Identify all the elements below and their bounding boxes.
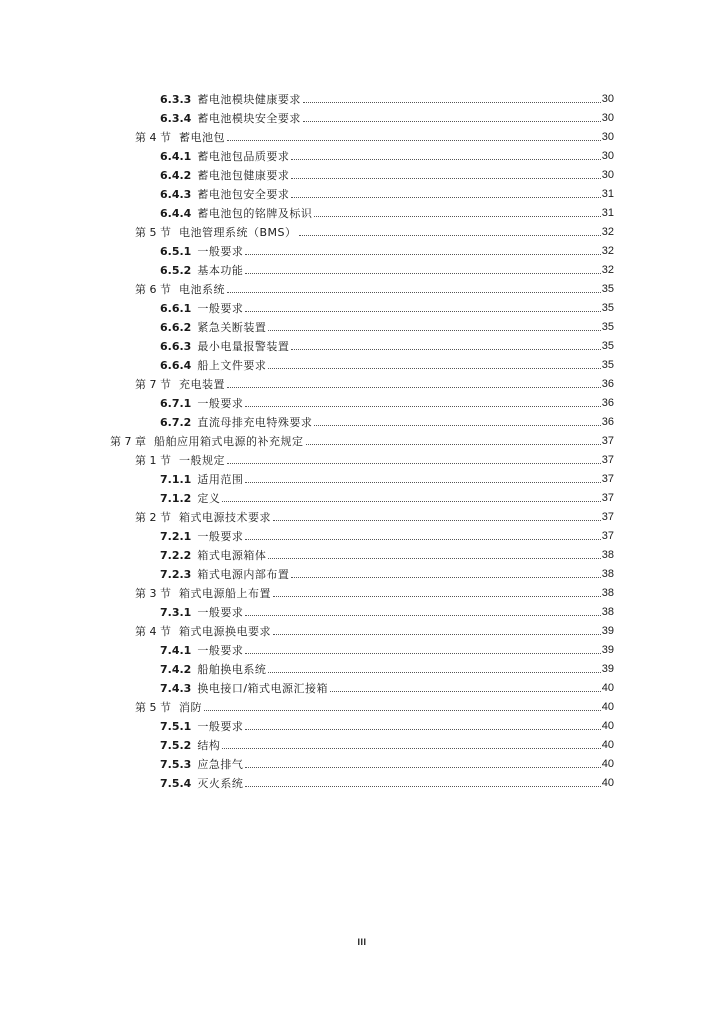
toc-entry-number: 第 5 节 bbox=[135, 226, 171, 239]
toc-entry-page: 32 bbox=[601, 264, 614, 276]
toc-entry-page: 40 bbox=[601, 758, 614, 770]
dot-leader bbox=[245, 273, 600, 274]
toc-entry-page: 40 bbox=[601, 682, 614, 694]
toc-entry-page: 30 bbox=[601, 93, 614, 105]
toc-entry[interactable] bbox=[160, 525, 614, 543]
toc-entry-number: 7.4.3 bbox=[160, 682, 192, 695]
toc-entry-title: 蓄电池模块安全要求 bbox=[197, 112, 301, 125]
toc-entry-title: 一般要求 bbox=[197, 397, 244, 410]
toc-entry-page: 40 bbox=[601, 777, 614, 789]
toc-entry[interactable] bbox=[160, 164, 614, 182]
toc-entry-title: 蓄电池包的铭牌及标识 bbox=[197, 207, 313, 220]
toc-entry-page: 30 bbox=[601, 112, 614, 124]
toc-entry[interactable] bbox=[160, 183, 614, 201]
dot-leader bbox=[227, 292, 601, 293]
toc-entry[interactable] bbox=[135, 582, 614, 600]
toc-entry[interactable] bbox=[160, 544, 614, 562]
toc-entry-page: 38 bbox=[601, 606, 614, 618]
toc-entry-title: 一般要求 bbox=[197, 530, 244, 543]
dot-leader bbox=[227, 463, 601, 464]
dot-leader bbox=[314, 216, 600, 217]
dot-leader bbox=[314, 425, 600, 426]
toc-entry-title: 最小电量报警装置 bbox=[197, 340, 290, 353]
toc-entry-page: 37 bbox=[601, 454, 614, 466]
toc-entry-title: 一般要求 bbox=[197, 644, 244, 657]
toc-entry[interactable] bbox=[160, 392, 614, 410]
toc-entry-title: 一般要求 bbox=[197, 245, 244, 258]
dot-leader bbox=[245, 311, 600, 312]
toc-entry-page: 39 bbox=[601, 663, 614, 675]
dot-leader bbox=[268, 672, 600, 673]
toc-entry-title: 蓄电池模块健康要求 bbox=[197, 93, 301, 106]
dot-leader bbox=[245, 767, 600, 768]
toc-entry-title: 充电装置 bbox=[179, 378, 225, 391]
toc-entry-number: 6.3.3 bbox=[160, 93, 192, 106]
toc-entry[interactable] bbox=[160, 772, 614, 790]
toc-entry-number: 6.7.1 bbox=[160, 397, 192, 410]
dot-leader bbox=[245, 406, 600, 407]
toc-entry-number: 7.2.1 bbox=[160, 530, 192, 543]
toc-entry-page: 39 bbox=[601, 644, 614, 656]
toc-entry-title: 船舶应用箱式电源的补充规定 bbox=[154, 435, 304, 448]
toc-entry[interactable] bbox=[160, 316, 614, 334]
dot-leader bbox=[299, 235, 601, 236]
toc-entry-number: 6.5.1 bbox=[160, 245, 192, 258]
toc-entry-number: 6.4.3 bbox=[160, 188, 192, 201]
toc-entry-title: 船上文件要求 bbox=[197, 359, 267, 372]
toc-entry-number: 6.6.4 bbox=[160, 359, 192, 372]
toc-entry-number: 7.4.1 bbox=[160, 644, 192, 657]
dot-leader bbox=[245, 615, 600, 616]
toc-entry-title: 蓄电池包健康要求 bbox=[197, 169, 290, 182]
toc-entry-page: 36 bbox=[601, 378, 614, 390]
toc-entry-page: 38 bbox=[601, 549, 614, 561]
toc-entry-title: 适用范围 bbox=[197, 473, 244, 486]
toc-entry[interactable] bbox=[135, 696, 614, 714]
toc-entry-page: 40 bbox=[601, 701, 614, 713]
toc-entry-number: 第 4 节 bbox=[135, 131, 171, 144]
toc-entry[interactable] bbox=[110, 430, 614, 448]
dot-leader bbox=[291, 178, 600, 179]
toc-entry[interactable] bbox=[160, 259, 614, 277]
toc-entry-title: 箱式电源技术要求 bbox=[179, 511, 271, 524]
toc-entry-page: 35 bbox=[601, 321, 614, 333]
toc-entry[interactable] bbox=[160, 88, 614, 106]
toc-entry-page: 30 bbox=[601, 150, 614, 162]
toc-entry-title: 蓄电池包 bbox=[179, 131, 225, 144]
toc-entry-page: 37 bbox=[601, 435, 614, 447]
toc-entry-title: 箱式电源换电要求 bbox=[179, 625, 271, 638]
toc-entry[interactable] bbox=[160, 202, 614, 220]
dot-leader bbox=[291, 197, 600, 198]
toc-entry-title: 换电接口/箱式电源汇接箱 bbox=[197, 682, 329, 695]
toc-entry[interactable] bbox=[160, 411, 614, 429]
toc-entry[interactable] bbox=[135, 506, 614, 524]
toc-entry-number: 6.4.4 bbox=[160, 207, 192, 220]
toc-entry-page: 31 bbox=[601, 207, 614, 219]
toc-entry-number: 6.7.2 bbox=[160, 416, 192, 429]
toc-entry-number: 第 4 节 bbox=[135, 625, 171, 638]
toc-entry-page: 30 bbox=[601, 131, 614, 143]
toc-entry-page: 37 bbox=[601, 492, 614, 504]
toc-entry-title: 船舶换电系统 bbox=[197, 663, 267, 676]
toc-entry-page: 40 bbox=[601, 739, 614, 751]
toc-entry-title: 灭火系统 bbox=[197, 777, 244, 790]
toc-entry-number: 6.3.4 bbox=[160, 112, 192, 125]
toc-entry-page: 37 bbox=[601, 530, 614, 542]
dot-leader bbox=[291, 349, 600, 350]
dot-leader bbox=[204, 710, 601, 711]
dot-leader bbox=[273, 520, 601, 521]
dot-leader bbox=[222, 748, 600, 749]
toc-entry-title: 电池管理系统（BMS） bbox=[179, 226, 297, 239]
toc-entry-number: 7.5.2 bbox=[160, 739, 192, 752]
dot-leader bbox=[268, 368, 600, 369]
toc-entry[interactable] bbox=[160, 677, 614, 695]
dot-leader bbox=[227, 140, 601, 141]
toc-entry-number: 6.5.2 bbox=[160, 264, 192, 277]
toc-entry[interactable] bbox=[160, 240, 614, 258]
toc-entry-page: 35 bbox=[601, 359, 614, 371]
toc-entry-number: 7.3.1 bbox=[160, 606, 192, 619]
toc-entry[interactable] bbox=[160, 734, 614, 752]
toc-entry-page: 37 bbox=[601, 511, 614, 523]
toc-entry-title: 箱式电源内部布置 bbox=[197, 568, 290, 581]
dot-leader bbox=[291, 577, 600, 578]
toc-entry[interactable] bbox=[160, 354, 614, 372]
toc-entry-title: 一般要求 bbox=[197, 720, 244, 733]
toc-entry[interactable] bbox=[160, 297, 614, 315]
toc-entry-number: 6.6.1 bbox=[160, 302, 192, 315]
toc-entry-number: 第 5 节 bbox=[135, 701, 171, 714]
dot-leader bbox=[245, 539, 600, 540]
toc-entry-number: 6.4.2 bbox=[160, 169, 192, 182]
toc-entry[interactable] bbox=[160, 753, 614, 771]
toc-entry-title: 一般要求 bbox=[197, 606, 244, 619]
toc-entry-title: 应急排气 bbox=[197, 758, 244, 771]
dot-leader bbox=[245, 254, 600, 255]
toc-entry-page: 32 bbox=[601, 226, 614, 238]
toc-entry-title: 定义 bbox=[197, 492, 221, 505]
toc-entry-page: 36 bbox=[601, 416, 614, 428]
toc-entry-title: 紧急关断装置 bbox=[197, 321, 267, 334]
toc-entry-page: 36 bbox=[601, 397, 614, 409]
toc-entry-number: 6.4.1 bbox=[160, 150, 192, 163]
toc-entry-number: 6.6.3 bbox=[160, 340, 192, 353]
toc-entry-title: 箱式电源箱体 bbox=[197, 549, 267, 562]
toc-entry[interactable] bbox=[135, 449, 614, 467]
toc-entry-number: 7.5.3 bbox=[160, 758, 192, 771]
toc-entry-number: 7.5.4 bbox=[160, 777, 192, 790]
toc-entry[interactable] bbox=[160, 715, 614, 733]
toc-entry-page: 37 bbox=[601, 473, 614, 485]
toc-entry-title: 蓄电池包安全要求 bbox=[197, 188, 290, 201]
toc-entry-number: 第 3 节 bbox=[135, 587, 171, 600]
toc-entry-page: 30 bbox=[601, 169, 614, 181]
toc-entry[interactable] bbox=[135, 221, 614, 239]
dot-leader bbox=[245, 482, 600, 483]
dot-leader bbox=[227, 387, 601, 388]
toc-entry-title: 基本功能 bbox=[197, 264, 244, 277]
toc-entry-number: 7.1.2 bbox=[160, 492, 192, 505]
toc-entry-title: 一般规定 bbox=[179, 454, 225, 467]
toc-entry[interactable] bbox=[160, 145, 614, 163]
toc-entry[interactable] bbox=[135, 278, 614, 296]
dot-leader bbox=[273, 634, 601, 635]
toc-entry[interactable] bbox=[160, 563, 614, 581]
toc-entry[interactable] bbox=[135, 126, 614, 144]
toc-entry-number: 第 7 节 bbox=[135, 378, 171, 391]
toc-entry-number: 第 1 节 bbox=[135, 454, 171, 467]
dot-leader bbox=[273, 596, 601, 597]
dot-leader bbox=[303, 102, 601, 103]
toc-entry[interactable] bbox=[135, 373, 614, 391]
dot-leader bbox=[268, 558, 600, 559]
dot-leader bbox=[245, 729, 600, 730]
toc-entry-title: 一般要求 bbox=[197, 302, 244, 315]
dot-leader bbox=[268, 330, 600, 331]
toc-entry[interactable] bbox=[160, 335, 614, 353]
toc-entry-page: 39 bbox=[601, 625, 614, 637]
toc-entry-page: 40 bbox=[601, 720, 614, 732]
toc-entry-number: 7.2.3 bbox=[160, 568, 192, 581]
toc-entry[interactable] bbox=[135, 620, 614, 638]
toc-entry-page: 35 bbox=[601, 340, 614, 352]
toc-entry-page: 31 bbox=[601, 188, 614, 200]
toc-entry-title: 结构 bbox=[197, 739, 221, 752]
toc-entry-title: 蓄电池包品质要求 bbox=[197, 150, 290, 163]
toc-entry[interactable] bbox=[160, 601, 614, 619]
toc-entry[interactable] bbox=[160, 487, 614, 505]
toc-entry-page: 38 bbox=[601, 568, 614, 580]
toc-entry[interactable] bbox=[160, 468, 614, 486]
toc-entry-number: 7.2.2 bbox=[160, 549, 192, 562]
page-number-footer: III bbox=[357, 937, 367, 947]
toc-entry-number: 7.4.2 bbox=[160, 663, 192, 676]
toc-entry-number: 第 2 节 bbox=[135, 511, 171, 524]
toc-entry-title: 电池系统 bbox=[179, 283, 225, 296]
toc-entry-title: 箱式电源船上布置 bbox=[179, 587, 271, 600]
toc-entry-number: 7.1.1 bbox=[160, 473, 192, 486]
dot-leader bbox=[330, 691, 601, 692]
toc-entry-number: 第 7 章 bbox=[110, 435, 146, 448]
toc-entry-number: 6.6.2 bbox=[160, 321, 192, 334]
toc-entry[interactable] bbox=[160, 107, 614, 125]
toc-entry-page: 32 bbox=[601, 245, 614, 257]
toc-entry[interactable] bbox=[160, 658, 614, 676]
toc-entry-number: 第 6 节 bbox=[135, 283, 171, 296]
toc-entry-title: 消防 bbox=[179, 701, 202, 714]
dot-leader bbox=[222, 501, 600, 502]
dot-leader bbox=[245, 653, 600, 654]
dot-leader bbox=[245, 786, 600, 787]
dot-leader bbox=[303, 121, 601, 122]
toc-entry-page: 35 bbox=[601, 283, 614, 295]
toc-entry-page: 38 bbox=[601, 587, 614, 599]
toc-entry[interactable] bbox=[160, 639, 614, 657]
toc-entry-title: 直流母排充电特殊要求 bbox=[197, 416, 313, 429]
toc-entry-number: 7.5.1 bbox=[160, 720, 192, 733]
dot-leader bbox=[291, 159, 600, 160]
toc-entry-page: 35 bbox=[601, 302, 614, 314]
dot-leader bbox=[306, 444, 601, 445]
